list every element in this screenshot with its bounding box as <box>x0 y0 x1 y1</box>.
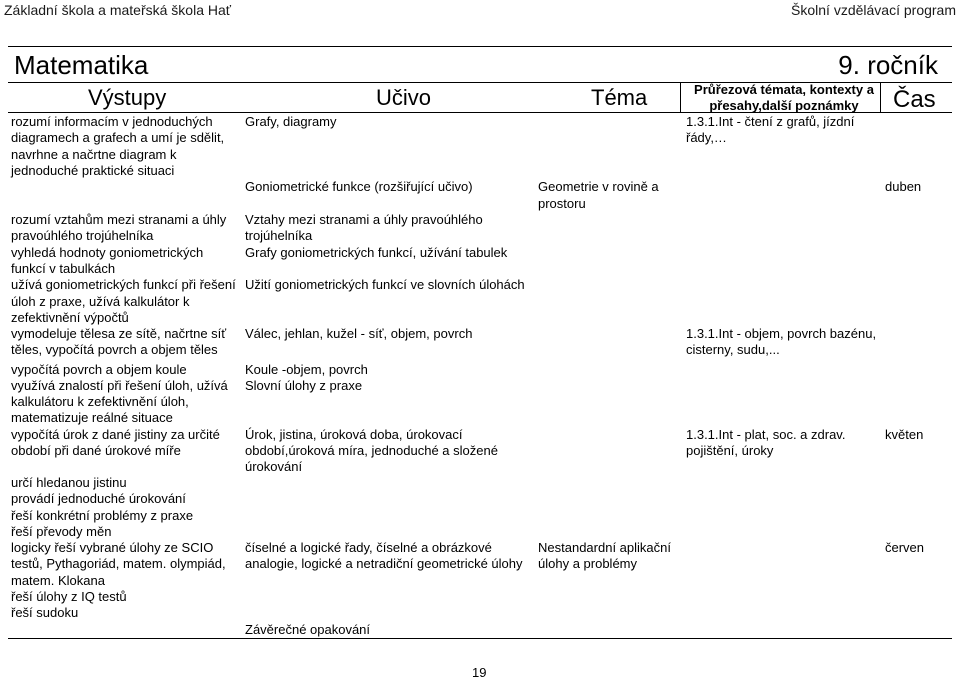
page-number: 19 <box>472 665 487 680</box>
header-divider-1 <box>680 82 681 112</box>
ucivo-line: Goniometrické funkce (rozšiřující učivo) <box>245 179 473 194</box>
vystupy-line: využívá znalostí při řešení úloh, užívá <box>11 378 228 393</box>
vystupy-line: vymodeluje tělesa ze sítě, načrtne síť <box>11 326 227 341</box>
vystupy-line: užívá goniometrických funkcí při řešení <box>11 277 236 292</box>
vystupy-line: logicky řeší vybrané úlohy ze SCIO <box>11 540 214 555</box>
ucivo-line: období,úroková míra, jednoduché a složené <box>245 443 498 458</box>
vystupy-line: těles, vypočítá povrch a objem těles <box>11 342 218 357</box>
ucivo-line: Grafy goniometrických funkcí, užívání tabulek <box>245 245 508 260</box>
tema-line: Nestandardní aplikační <box>538 540 671 555</box>
bottom-rule <box>8 638 952 639</box>
vystupy-line: zefektivnění výpočtů <box>11 310 129 325</box>
column-header-ucivo: Učivo <box>376 85 432 110</box>
vystupy-line: rozumí informacím v jednoduchých <box>11 114 213 129</box>
ucivo-line: Úrok, jistina, úroková doba, úrokovací <box>245 427 463 442</box>
vystupy-line: testů, Pythagoriád, matem. olympiád, <box>11 556 226 571</box>
ucivo-line: Vztahy mezi stranami a úhly pravoúhlého <box>245 212 483 227</box>
ucivo-line: Koule -objem, povrch <box>245 362 368 377</box>
tema-line: úlohy a problémy <box>538 556 637 571</box>
pruzezova-line: 1.3.1.Int - objem, povrch bazénu, <box>686 326 877 341</box>
column-header-pruzezova-line2: přesahy,další poznámky <box>709 98 859 113</box>
ucivo-line: Grafy, diagramy <box>245 114 337 129</box>
vystupy-line: úloh z praxe, užívá kalkulátor k <box>11 294 190 309</box>
tema-line: prostoru <box>538 196 586 211</box>
vystupy-line: vypočítá úrok z dané jistiny za určité <box>11 427 220 442</box>
subject-title: Matematika <box>14 50 149 80</box>
ucivo-line: Užití goniometrických funkcí ve slovních úlohách <box>245 277 525 292</box>
school-name: Základní škola a mateřská škola Hať <box>4 2 232 18</box>
vystupy-line: jednoduché praktické situaci <box>11 163 175 178</box>
vystupy-line: řeší sudoku <box>11 605 79 620</box>
vystupy-line: matem. Klokana <box>11 573 105 588</box>
vystupy-line: řeší převody měn <box>11 524 112 539</box>
vystupy-line: vyhledá hodnoty goniometrických <box>11 245 204 260</box>
ucivo-line: úrokování <box>245 459 303 474</box>
program-name: Školní vzdělávací program <box>791 2 956 18</box>
column-header-cas: Čas <box>893 86 936 113</box>
vystupy-line: vypočítá povrch a objem koule <box>11 362 187 377</box>
ucivo-line: trojúhelníka <box>245 228 313 243</box>
pruzezova-line: řády,… <box>686 130 727 145</box>
vystupy-line: matematizuje reálné situace <box>11 410 173 425</box>
title-row <box>8 47 952 83</box>
cas-month: květen <box>885 427 924 442</box>
vystupy-line: navrhne a načrtne diagram k <box>11 147 177 162</box>
ucivo-line: Slovní úlohy z praxe <box>245 378 363 393</box>
vystupy-line: určí hledanou jistinu <box>11 475 127 490</box>
pruzezova-line: 1.3.1.Int - plat, soc. a zdrav. <box>686 427 846 442</box>
grade-title: 9. ročník <box>838 50 938 80</box>
column-header-vystupy: Výstupy <box>88 85 167 110</box>
column-header-pruzezova <box>680 82 888 114</box>
ucivo-line: číselné a logické řady, číselné a obrázkové <box>245 540 492 555</box>
vystupy-line: provádí jednoduché úrokování <box>11 491 186 506</box>
column-header-row <box>8 82 952 113</box>
vystupy-line: diagramech a grafech a umí je sdělit, <box>11 130 225 145</box>
vystupy-line: období při dané úrokové míře <box>11 443 181 458</box>
vystupy-line: řeší úlohy z IQ testů <box>11 589 127 604</box>
header-divider-2 <box>880 82 881 112</box>
ucivo-line: analogie, logické a netradiční geometrické úlohy <box>245 556 523 571</box>
vystupy-line: kalkulátoru k zefektivnění úloh, <box>11 394 189 409</box>
ucivo-line: Válec, jehlan, kužel - síť, objem, povrch <box>245 326 473 341</box>
vystupy-line: rozumí vztahům mezi stranami a úhly <box>11 212 227 227</box>
cas-month: červen <box>885 540 925 555</box>
pruzezova-line: 1.3.1.Int - čtení z grafů, jízdní <box>686 114 855 129</box>
vystupy-line: řeší konkrétní problémy z praxe <box>11 508 194 523</box>
vystupy-line: funkcí v tabulkách <box>11 261 116 276</box>
column-header-pruzezova-line1: Průřezová témata, kontexty a <box>694 82 874 97</box>
tema-line: Geometrie v rovině a <box>538 179 659 194</box>
vystupy-line: pravoúhlého trojúhelníka <box>11 228 154 243</box>
pruzezova-line: pojištění, úroky <box>686 443 774 458</box>
cas-month: duben <box>885 179 922 194</box>
ucivo-line: Závěrečné opakování <box>245 622 371 637</box>
column-header-tema: Téma <box>591 85 648 110</box>
pruzezova-line: cisterny, sudu,... <box>686 342 780 357</box>
